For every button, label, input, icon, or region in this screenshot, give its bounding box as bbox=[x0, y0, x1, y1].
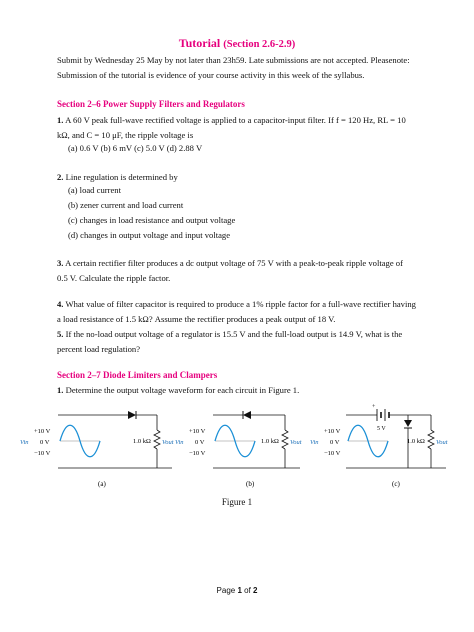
question-1 bbox=[57, 113, 419, 143]
input-sine-wave-b bbox=[215, 425, 255, 457]
question-4 bbox=[57, 297, 419, 327]
q3-number: 3. bbox=[57, 258, 64, 268]
footer-prefix: Page bbox=[216, 586, 238, 595]
q5-line-1: If the no-load output voltage of a regulator is 15.5 V and the full-load output is 14.9 V, what is the bbox=[65, 329, 403, 339]
vout-label-b: Vout bbox=[290, 439, 302, 446]
q2-stem: Line regulation is determined by bbox=[65, 172, 178, 182]
figure-1-circuits bbox=[0, 400, 474, 492]
vneg-label-a: −10 V bbox=[34, 450, 51, 457]
circuit-c bbox=[310, 404, 448, 488]
diode-icon bbox=[404, 420, 412, 428]
resistor-icon bbox=[428, 430, 434, 449]
input-sine-wave-a bbox=[60, 425, 100, 457]
vpos-label-a: +10 V bbox=[34, 428, 51, 435]
vzero-label-a: 0 V bbox=[40, 439, 50, 446]
page-title bbox=[0, 36, 474, 51]
diode-icon bbox=[128, 411, 136, 419]
q1-line-1: A 60 V peak full-wave rectified voltage is applied to a capacitor-input filter. If f = 120 Hz, RL = 10 bbox=[65, 115, 406, 125]
vin-label-c: Vin bbox=[310, 439, 319, 446]
page-footer bbox=[0, 586, 474, 595]
q1-options: (a) 0.6 V (b) 6 mV (c) 5.0 V (d) 2.88 V bbox=[68, 143, 203, 153]
footer-page: 1 bbox=[237, 586, 242, 595]
circuit-label-b: (b) bbox=[246, 480, 255, 488]
footer-total: 2 bbox=[253, 586, 258, 595]
q5-number: 5. bbox=[57, 329, 64, 339]
vneg-label-b: −10 V bbox=[189, 450, 206, 457]
diode-icon bbox=[243, 411, 251, 419]
resistor-icon bbox=[154, 430, 160, 449]
question-5 bbox=[57, 327, 419, 357]
resistor-label-a: 1.0 kΩ bbox=[133, 438, 151, 445]
circuit-a bbox=[20, 411, 174, 488]
circuit-b bbox=[175, 411, 302, 488]
resistor-label-b: 1.0 kΩ bbox=[261, 438, 279, 445]
vout-label-c: Vout bbox=[436, 439, 448, 446]
svg-text:+: + bbox=[372, 404, 376, 410]
section-27-question-1 bbox=[57, 383, 419, 398]
intro-paragraph bbox=[57, 53, 419, 83]
q2-option-d: (d) changes in output voltage and input voltage bbox=[68, 230, 231, 240]
q2-option-b: (b) zener current and load current bbox=[68, 200, 184, 210]
q4-line-1: What value of filter capacitor is required to produce a 1% ripple factor for a full-wave rectifier having bbox=[65, 299, 416, 309]
section-26-heading: Section 2–6 Power Supply Filters and Regulators bbox=[57, 99, 245, 109]
figure-caption: Figure 1 bbox=[221, 497, 253, 507]
q1-line-2: kΩ, and C = 10 μF, the ripple voltage is bbox=[57, 130, 194, 140]
q5-line-2: percent load regulation? bbox=[57, 344, 141, 354]
footer-mid: of bbox=[241, 586, 254, 595]
vpos-label-c: +10 V bbox=[324, 428, 341, 435]
s27-q1-stem: Determine the output voltage waveform for each circuit in Figure 1. bbox=[65, 385, 300, 395]
intro-line-1: Submit by Wednesday 25 May by not later than 23h59. Late submissions are not accepted. Pleasenote: bbox=[57, 55, 410, 65]
q2-option-a: (a) load current bbox=[68, 185, 121, 195]
intro-line-2: Submission of the tutorial is evidence of your course activity in this week of the syllabus. bbox=[57, 70, 365, 80]
circuit-label-c: (c) bbox=[392, 480, 400, 488]
resistor-icon bbox=[282, 430, 288, 449]
q2-option-c: (c) changes in load resistance and output voltage bbox=[68, 215, 236, 225]
circuit-label-a: (a) bbox=[98, 480, 106, 488]
vpos-label-b: +10 V bbox=[189, 428, 206, 435]
title-section: (Section 2.6-2.9) bbox=[223, 39, 296, 50]
vin-label-a: Vin bbox=[20, 439, 29, 446]
vin-label-b: Vin bbox=[175, 439, 184, 446]
question-3 bbox=[57, 256, 419, 286]
q4-line-2: a load resistance of 1.5 kΩ? Assume the rectifier produces a peak output of 18 V. bbox=[57, 314, 336, 324]
vzero-label-b: 0 V bbox=[195, 439, 205, 446]
title-main: Tutorial bbox=[178, 36, 221, 50]
resistor-label-c: 1.0 kΩ bbox=[407, 438, 425, 445]
vout-label-a: Vout bbox=[162, 439, 174, 446]
battery-label-c: 5 V bbox=[377, 426, 386, 432]
battery-icon bbox=[372, 404, 389, 421]
vneg-label-c: −10 V bbox=[324, 450, 341, 457]
q4-number: 4. bbox=[57, 299, 64, 309]
q3-line-1: A certain rectifier filter produces a dc output voltage of 75 V with a peak-to-peak ripple voltage of bbox=[65, 258, 403, 268]
question-2 bbox=[57, 170, 419, 185]
section-27-heading: Section 2–7 Diode Limiters and Clampers bbox=[57, 370, 218, 380]
vzero-label-c: 0 V bbox=[330, 439, 340, 446]
q1-number: 1. bbox=[57, 115, 64, 125]
q2-number: 2. bbox=[57, 172, 64, 182]
q3-line-2: 0.5 V. Calculate the ripple factor. bbox=[57, 273, 171, 283]
s27-q1-number: 1. bbox=[57, 385, 64, 395]
